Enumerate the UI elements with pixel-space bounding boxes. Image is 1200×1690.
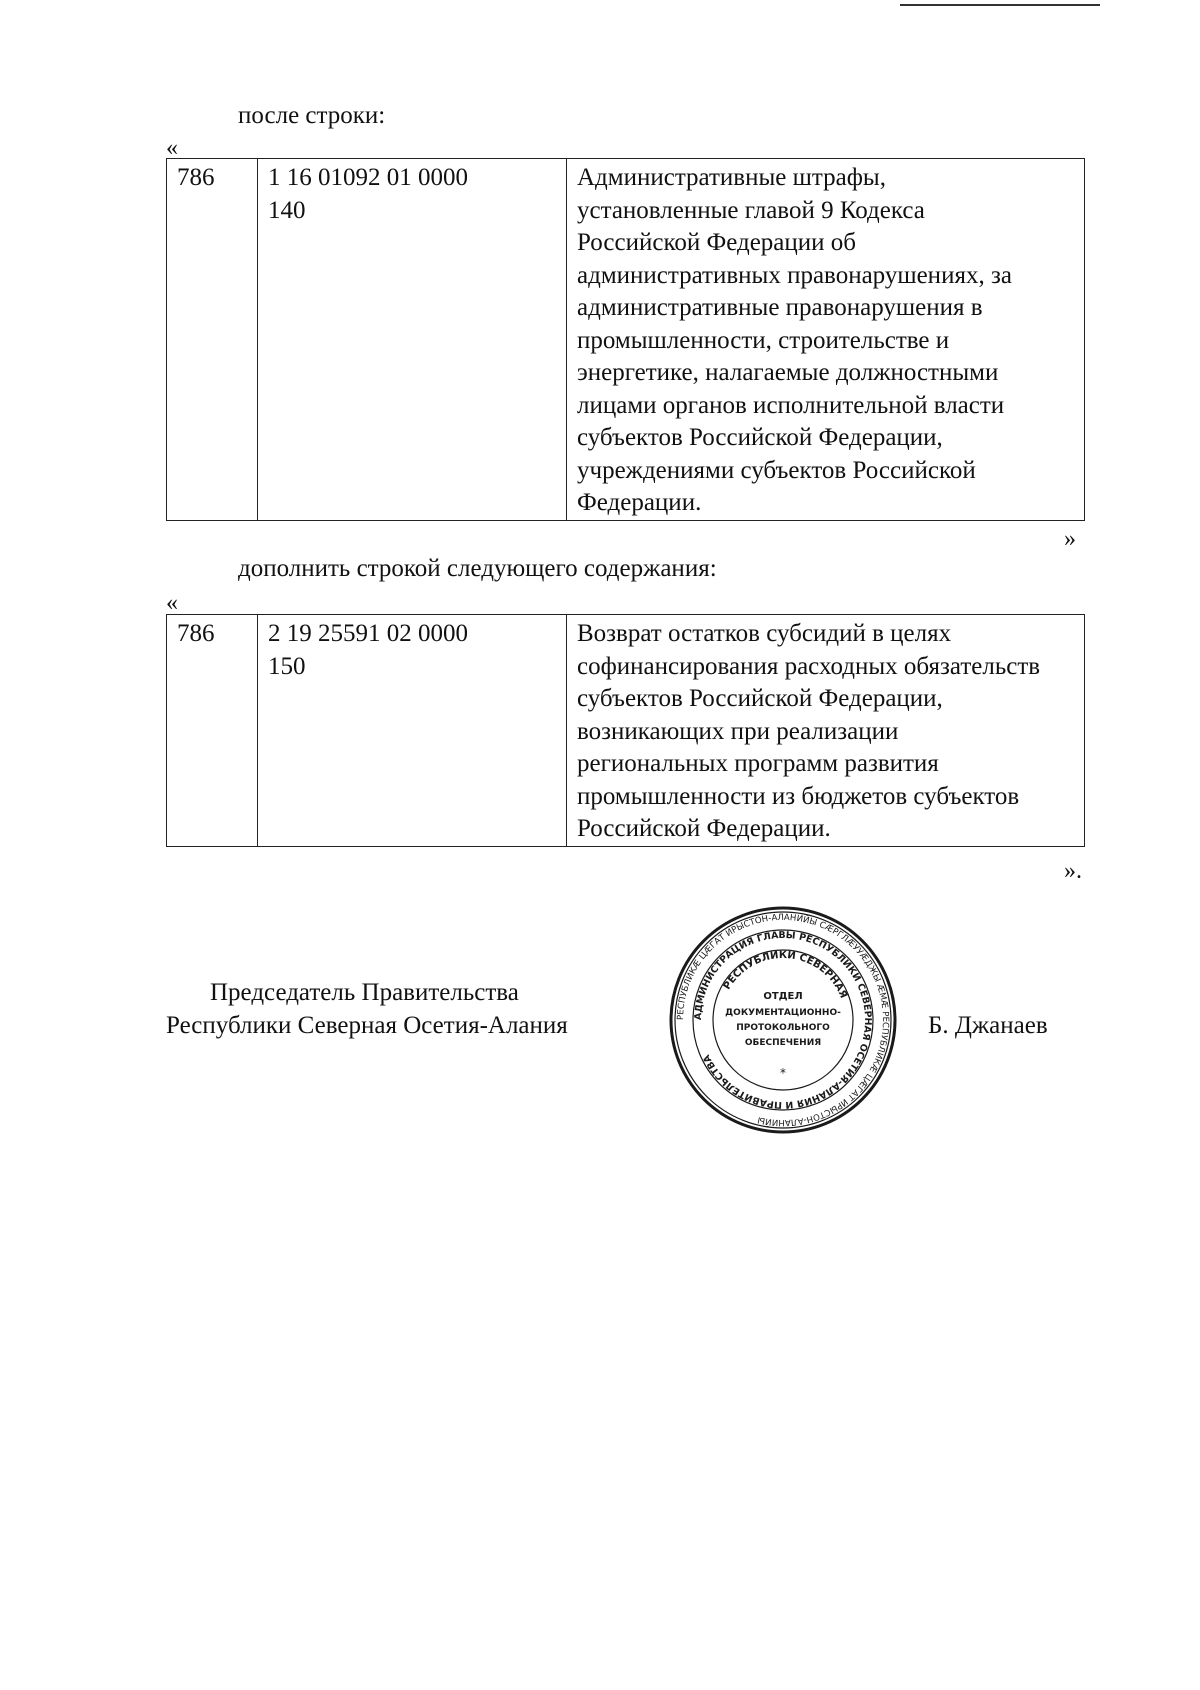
description-line: установленные главой 9 Кодекса <box>577 196 925 224</box>
description-line: Федерации. <box>577 489 702 516</box>
table-row <box>167 615 1085 847</box>
description-line: энергетике, налагаемые должностными <box>577 359 999 386</box>
description-line: Российской Федерации об <box>577 229 856 256</box>
description-cell <box>567 159 1085 521</box>
close-quote-1: » <box>1064 526 1076 552</box>
close-quote-2: ». <box>1064 858 1082 884</box>
code-cell: 786 <box>167 159 258 521</box>
description-line: софинансирования расходных обязательств <box>577 652 1041 680</box>
kbk-cell <box>258 159 567 521</box>
stamp-outer-ring <box>671 908 895 1132</box>
table-new-row <box>166 614 1085 847</box>
description-line: Возврат остатков субсидий в целях <box>577 620 952 647</box>
description-line: субъектов Российской Федерации, <box>577 685 943 712</box>
description-line: Российской Федерации. <box>577 815 831 842</box>
description-line: промышленности, строительстве и <box>577 326 950 354</box>
signatory-title-line2: Республики Северная Осетия-Алания <box>166 1012 568 1039</box>
description-line: административные правонарушения в <box>577 294 983 321</box>
description-line: возникающих при реализации <box>577 717 899 745</box>
description-line: региональных программ развития <box>577 750 939 777</box>
code-cell: 786 <box>167 615 258 847</box>
kbk-line: 1 16 01092 01 0000 <box>268 164 468 191</box>
description-line: субъектов Российской Федерации, <box>577 424 943 451</box>
description-line: учреждениями субъектов Российской <box>577 456 976 484</box>
signatory-name: Б. Джанаев <box>928 1012 1048 1039</box>
stamp-outer-text: РЕСПУБЛИКÆ ЦÆГАТ ИРЫСТОН-АЛАНИЙЫ СÆРГЛÆУУÆДЖЫ ÆМÆ РЕСПУБЛИКÆ ЦÆГАТ ИРЫСТОН-АЛАНИЙЫ <box>675 912 891 1128</box>
stamp-inner-text: РЕСПУБЛИКИ СЕВЕРНАЯ <box>721 949 849 1001</box>
stamp-center-line: ОБЕСПЕЧЕНИЯ <box>744 1038 822 1048</box>
open-quote-2: « <box>166 590 178 616</box>
table-row <box>167 159 1085 521</box>
stamp-center-line: ПРОТОКОЛЬНОГО <box>736 1023 830 1033</box>
table-existing-row <box>166 158 1085 521</box>
description-line: лицами органов исполнительной власти <box>577 391 1005 419</box>
description-cell <box>567 615 1085 847</box>
signatory-title-line1: Председатель Правительства <box>210 979 519 1006</box>
stamp-center-line: ДОКУМЕНТАЦИОННО- <box>725 1008 841 1018</box>
stamp-star-icon: * <box>780 1066 786 1080</box>
description-line: промышленности из бюджетов субъектов <box>577 782 1020 810</box>
stamp-center-line: ОТДЕЛ <box>763 991 803 1002</box>
kbk-line: 140 <box>268 196 306 224</box>
intro-add-line: дополнить строкой следующего содержания: <box>238 555 717 582</box>
description-line: административных правонарушениях, за <box>577 261 1012 289</box>
intro-after-line: после строки: <box>238 102 386 129</box>
stamp-middle-text: АДМИНИСТРАЦИЯ ГЛАВЫ РЕСПУБЛИКИ СЕВЕРНАЯ ОСЕТИЯ-АЛАНИЯ И ПРАВИТЕЛЬСТВА <box>692 929 874 1111</box>
description-line: Административные штрафы, <box>577 164 886 191</box>
official-stamp-seal <box>668 905 898 1135</box>
open-quote-1: « <box>166 135 178 161</box>
kbk-line: 150 <box>268 652 306 680</box>
kbk-line: 2 19 25591 02 0000 <box>268 620 468 647</box>
kbk-cell <box>258 615 567 847</box>
top-rule <box>900 4 1100 6</box>
